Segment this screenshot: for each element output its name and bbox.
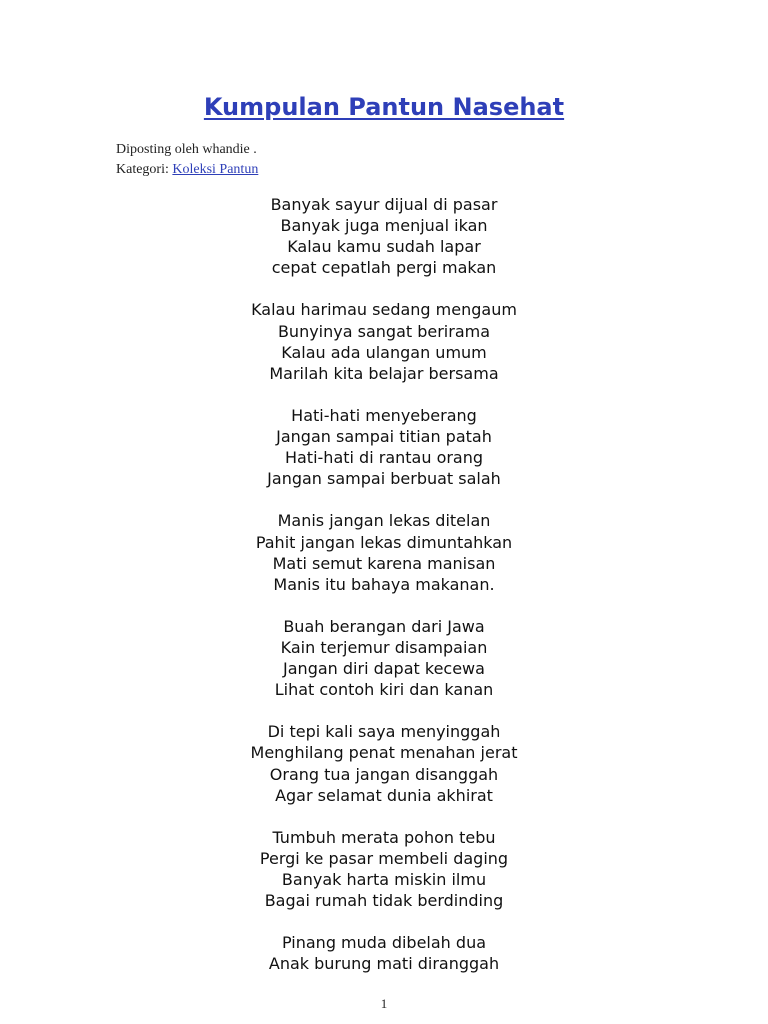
stanza-line: Banyak harta miskin ilmu [281,870,487,889]
stanza-line: Bagai rumah tidak berdinding [264,891,504,911]
stanza-line: Lihat contoh kiri dan kanan [274,680,494,700]
stanza-line: Kalau ada ulangan umum [281,342,487,362]
page-number: 1 [380,996,388,1011]
stanza-line: Jangan diri dapat kecewa [283,659,485,679]
poem-body [0,194,768,974]
stanza-line: Pergi ke pasar membeli daging [259,848,509,868]
stanza-line: Marilah kita belajar bersama [269,363,499,383]
stanza [0,299,768,383]
stanza-line: Manis itu bahaya makanan. [273,574,495,594]
stanza-line: Pinang muda dibelah dua [281,933,487,953]
stanza-line: Di tepi kali saya menyinggah [267,722,501,742]
stanza [0,405,768,489]
stanza-line: Orang tua jangan disanggah [269,764,499,784]
stanza-line: Tumbuh merata pohon tebu [272,827,496,847]
stanza-line: Bunyinya sangat berirama [277,321,491,341]
stanza-line: Buah berangan dari Jawa [283,616,485,636]
stanza-line: Mati semut karena manisan [272,553,496,573]
stanza-line: Hati-hati di rantau orang [284,448,484,468]
category-label: Kategori: [116,162,169,177]
posted-by: Diposting oleh whandie . [116,142,257,157]
stanza-line: Banyak sayur dijual di pasar [270,195,498,214]
stanza-line: cepat cepatlah pergi makan [271,258,497,278]
stanza-line: Kalau harimau sedang mengaum [251,300,517,320]
stanza-line: Hati-hati menyeberang [291,405,477,425]
stanza-line: Banyak juga menjual ikan [280,216,488,236]
stanza [0,932,768,974]
stanza-line: Kain terjemur disampaian [280,637,488,657]
stanza [0,616,768,700]
stanza-line: Manis jangan lekas ditelan [277,511,491,531]
stanza-line: Agar selamat dunia akhirat [275,785,493,805]
stanza-line: Kalau kamu sudah lapar [287,237,481,257]
stanza [0,194,768,278]
stanza-line: Jangan sampai berbuat salah [267,469,501,489]
stanza-line: Menghilang penat menahan jerat [250,743,518,763]
category-link[interactable]: Koleksi Pantun [172,162,259,177]
stanza [0,827,768,911]
stanza [0,721,768,805]
post-meta [116,140,258,180]
stanza-line: Pahit jangan lekas dimuntahkan [255,532,513,552]
stanza-line: Anak burung mati diranggah [268,954,500,974]
stanza [0,510,768,594]
stanza-line: Jangan sampai titian patah [276,427,492,447]
page-title[interactable]: Kumpulan Pantun Nasehat [203,93,565,121]
category-row [116,160,258,180]
